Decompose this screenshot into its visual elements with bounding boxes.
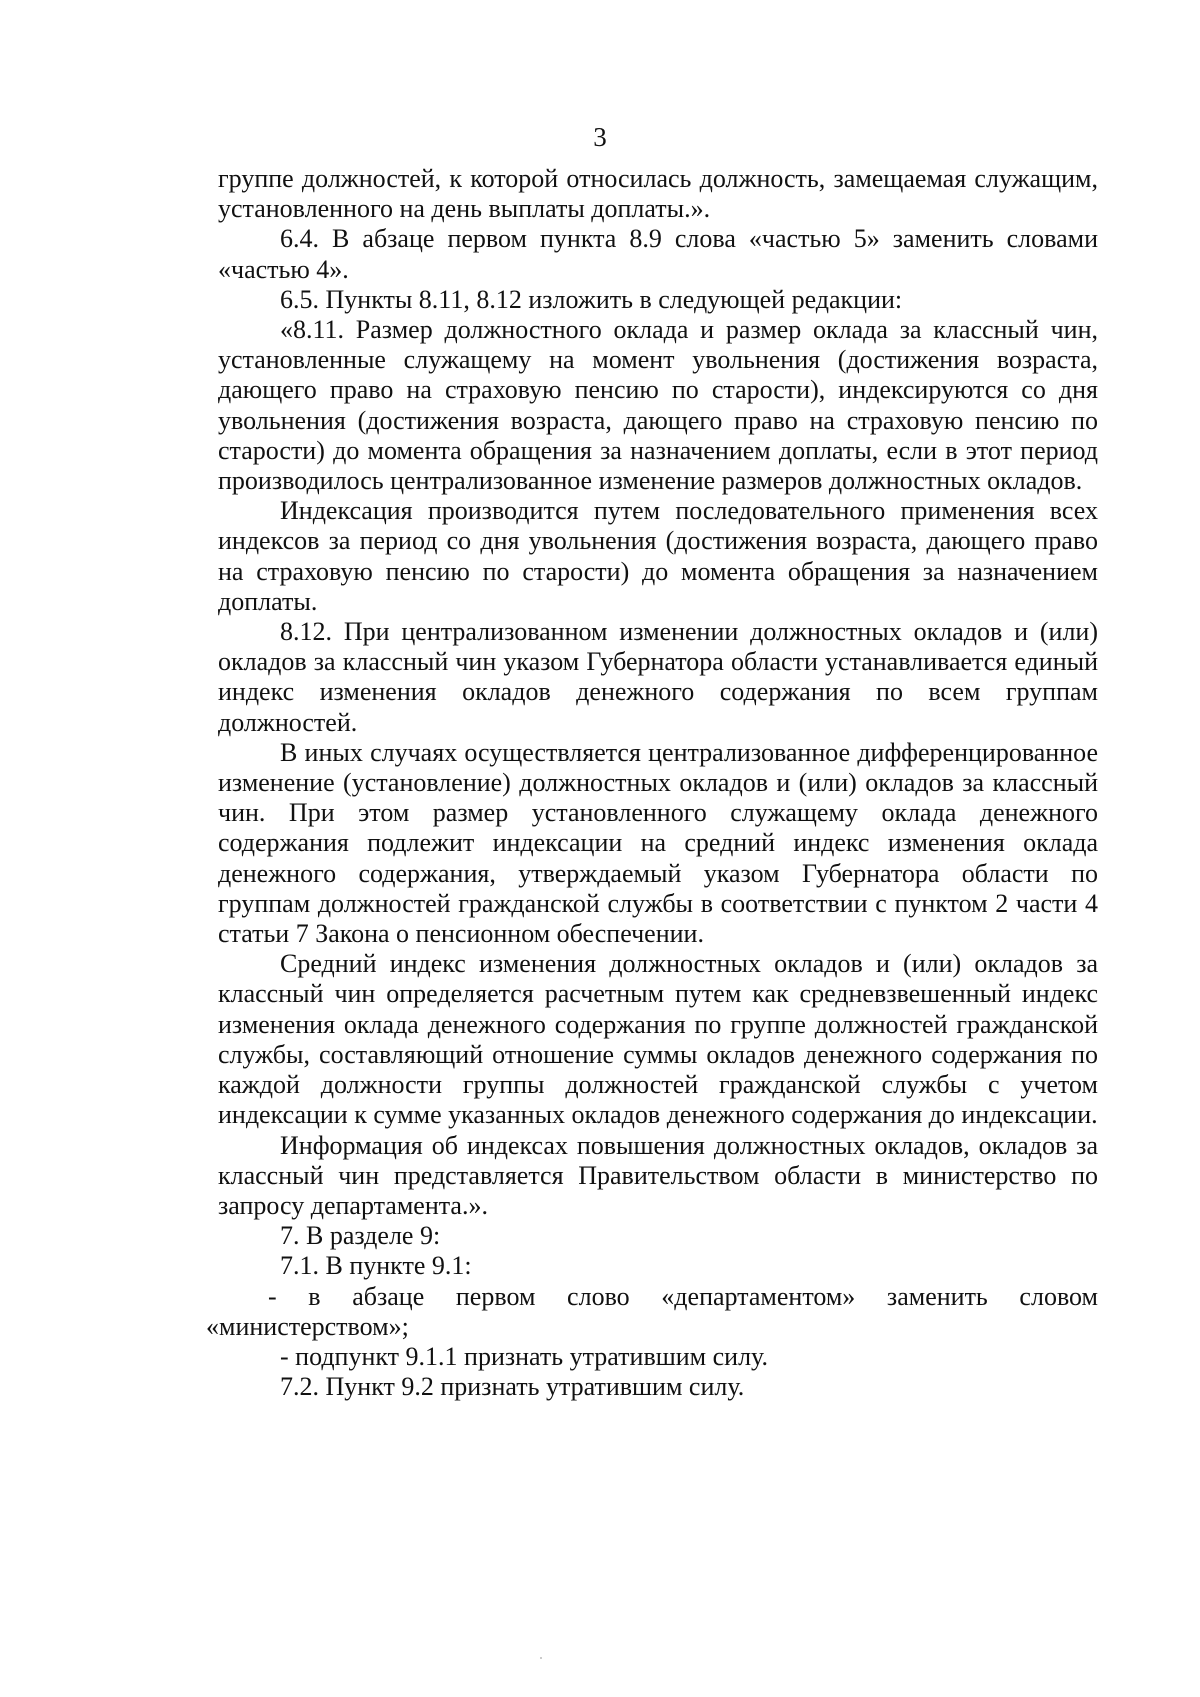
page-number: 3 [593,122,607,152]
paragraph-average-index: Средний индекс изменения должностных окладов и (или) окладов за классный чин определяется расчетным путем как средневзвешенный индекс изменения оклада денежного содержания по группе должностей гражданской службы, составляющий отношение суммы окладов денежного содержания по каждой должности группы должностей гражданской службы с учетом индексации к сумме указанных окладов денежного содержания до индексации. [218,949,1098,1130]
document-body [206,164,1098,1402]
paragraph-8-12: 8.12. При централизованном изменении должностных окладов и (или) окладов за классный чин указом Губернатора области устанавливается единый индекс изменения окладов денежного содержания по всем группам должностей. [218,617,1098,737]
paragraph-continuation: группе должностей, к которой относилась должность, замещаемая служащим, установленного на день выплаты доплаты.». [218,164,1098,224]
list-item-subpoint: - подпункт 9.1.1 признать утратившим силу. [280,1341,768,1371]
paragraph-other-cases: В иных случаях осуществляется централизованное дифференцированное изменение (установление) должностных окладов и (или) окладов за классный чин. При этом размер установленного служащему оклада денежного содержания подлежит индексации на средний индекс изменения оклада денежного содержания, утверждаемый указом Губернатора области по группам должностей гражданской службы в соответствии с пунктом 2 части 4 статьи 7 Закона о пенсионном обеспечении. [218,737,1098,949]
paragraph-section-9: 7. В разделе 9: [280,1221,441,1251]
paragraph-8-11: «8.11. Размер должностного оклада и размер оклада за классный чин, установленные служащему на момент увольнения (достижения возраста, дающего право на страховую пенсию по старости), индексируются со дня увольнения (достижения возраста, дающего право на страховую пенсию по старости) до момента обращения за назначением доплаты, если в этот период производилось централизованное изменение размеров должностных окладов. [218,315,1098,496]
paragraph-6-5: 6.5. Пункты 8.11, 8.12 изложить в следующей редакции: [280,284,903,314]
paragraph-indexation: Индексация производится путем последовательного применения всех индексов за период со дня увольнения (достижения возраста, дающего право на страховую пенсию по старости) до момента обращения за назначением доплаты. [218,496,1098,616]
paragraph-6-4: 6.4. В абзаце первом пункта 8.9 слова «частью 5» заменить словами «частью 4». [218,224,1098,284]
scan-artifact-dot [540,1657,542,1659]
paragraph-information: Информация об индексах повышения должностных окладов, окладов за классный чин представляется Правительством области в министерство по запросу департамента.». [218,1130,1098,1220]
paragraph-7-1: 7.1. В пункте 9.1: [280,1251,472,1281]
list-item-first-abzac: - в абзаце первом слово «департаментом» заменить словом «министерством»; [206,1281,1098,1341]
paragraph-7-2: 7.2. Пункт 9.2 признать утратившим силу. [280,1372,745,1402]
